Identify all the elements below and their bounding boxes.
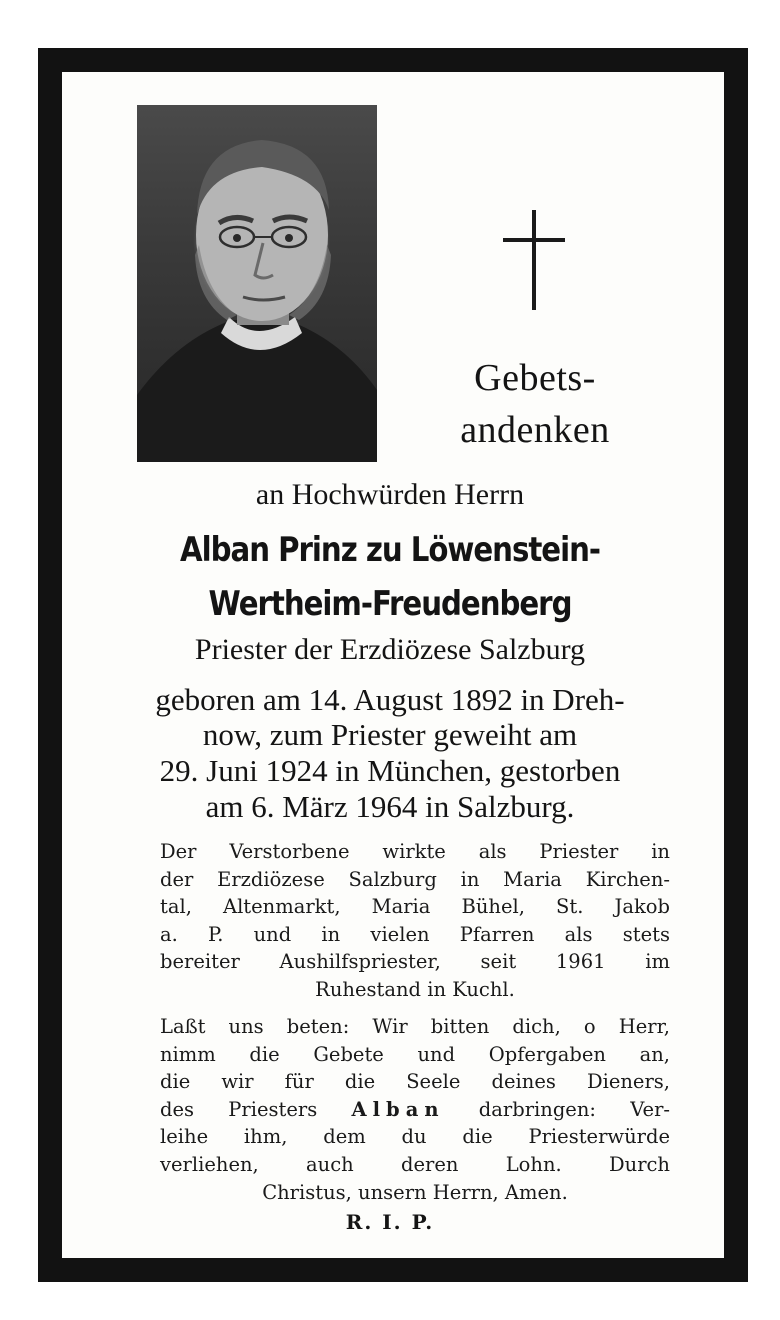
prayer-line: Laßt uns beten: Wir bitten dich, o Herr, (160, 1015, 670, 1038)
prayer-line: Christus, unsern Herrn, Amen. (262, 1180, 568, 1204)
bio-line: a. P. und in vielen Pfarren als stets (160, 922, 670, 946)
rip-text: R. I. P. (345, 1210, 435, 1234)
bio-line: tal, Altenmarkt, Maria Bühel, St. Jakob (160, 895, 670, 919)
life-line-2: now, zum Priester geweiht am (202, 717, 578, 752)
prayer-line (160, 1096, 670, 1124)
heading-line-1: Gebets- (474, 357, 596, 399)
priest-title: Priester der Erzdiözese Salzburg (194, 633, 586, 666)
prayer-fragment: des Priesters (160, 1097, 318, 1121)
bio-line: Der Verstorbene wirkte als Priester in (160, 840, 670, 863)
prayer-line: die wir für die Seele deines Dieners, (160, 1070, 670, 1094)
intro-line: an Hochwürden Herrn (255, 478, 525, 511)
name-line-2: Wertheim-Freudenberg (208, 584, 572, 624)
bio-line: bereiter Aushilfspriester, seit 1961 im (160, 950, 670, 974)
bio-line: der Erzdiözese Salzburg in Maria Kirchen- (160, 867, 670, 891)
prayer-line: verliehen, auch deren Lohn. Durch (160, 1152, 670, 1176)
priest-first-name: Alban (351, 1097, 445, 1121)
life-line-1: geboren am 14. August 1892 in Dreh- (155, 682, 625, 717)
portrait-illustration (137, 105, 377, 462)
biography-paragraph (160, 838, 670, 1004)
bio-line: Ruhestand in Kuchl. (315, 977, 515, 1001)
life-line-3: 29. Juni 1924 in München, gestorben (159, 753, 621, 788)
prayer-line: nimm die Gebete und Opfergaben an, (160, 1042, 670, 1066)
prayer-line: leihe ihm, dem du die Priesterwürde (160, 1125, 670, 1149)
name-line-1: Alban Prinz zu Löwenstein- (180, 530, 600, 570)
portrait-photo (137, 105, 377, 462)
life-line-4: am 6. März 1964 in Salzburg. (205, 789, 575, 824)
prayer-paragraph (160, 1013, 670, 1206)
heading-line-2: andenken (460, 409, 610, 451)
prayer-fragment: darbringen: Ver- (478, 1097, 670, 1121)
cross-icon (503, 210, 565, 310)
